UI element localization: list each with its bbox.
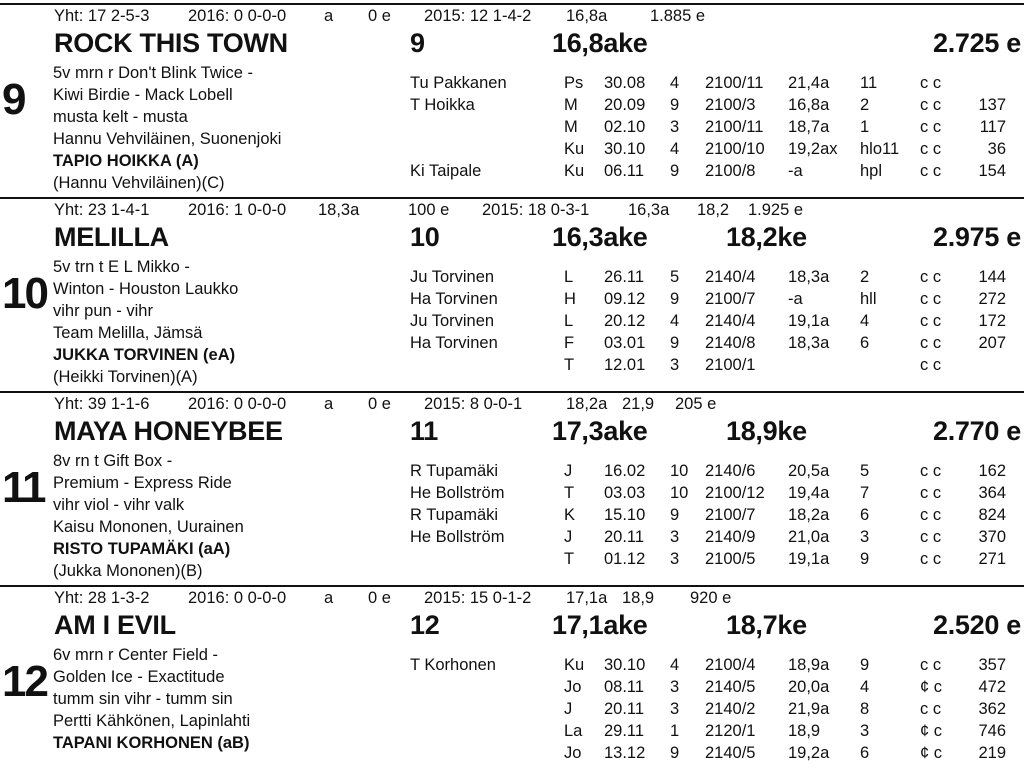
start-date: 03.03 bbox=[604, 484, 646, 502]
horse-name: ROCK THIS TOWN bbox=[54, 28, 288, 58]
year-2015-earnings: 205 e bbox=[675, 395, 717, 413]
start-driver: He Bollström bbox=[410, 528, 505, 546]
start-place: 5 bbox=[860, 462, 870, 480]
start-time: 18,9 bbox=[788, 722, 821, 740]
start-number: 5 bbox=[670, 268, 680, 286]
start-time: 18,3a bbox=[788, 268, 830, 286]
start-distance: 2140/6 bbox=[705, 462, 756, 480]
start-time: 21,0a bbox=[788, 528, 830, 546]
start-place: 6 bbox=[860, 334, 870, 352]
year-2016-best: 18,3a bbox=[318, 201, 360, 219]
horse-entry bbox=[0, 3, 1024, 197]
distance-total: 2.770 e bbox=[933, 416, 1021, 446]
horse-info-line: 8v rn t Gift Box - bbox=[53, 452, 173, 470]
start-number: 9 bbox=[670, 162, 680, 180]
start-driver: Tu Pakkanen bbox=[410, 74, 507, 92]
start-shoes: c c bbox=[920, 462, 942, 480]
start-time: 19,2ax bbox=[788, 140, 838, 158]
start-driver: Ju Torvinen bbox=[410, 268, 495, 286]
start-time: 18,3a bbox=[788, 334, 830, 352]
start-distance: 2100/7 bbox=[705, 290, 756, 308]
start-place: 6 bbox=[860, 506, 870, 524]
program-number: 9 bbox=[2, 75, 25, 124]
driver-name: TAPANI KORHONEN (aB) bbox=[53, 734, 250, 752]
start-date: 20.09 bbox=[604, 96, 646, 114]
start-odds: 117 bbox=[979, 118, 1006, 136]
start-track: Ku bbox=[564, 140, 585, 158]
year-2015-record: 2015: 15 0-1-2 bbox=[424, 589, 532, 607]
start-time: 19,4a bbox=[788, 484, 830, 502]
start-distance: 2140/5 bbox=[705, 744, 756, 762]
year-2015-best: 18,2a bbox=[566, 395, 608, 413]
career-summary: Yht: 23 1-4-1 bbox=[54, 201, 150, 219]
start-track: Jo bbox=[564, 678, 582, 696]
start-driver: Ha Torvinen bbox=[410, 334, 498, 352]
career-summary: Yht: 39 1-1-6 bbox=[54, 395, 150, 413]
start-odds: 370 bbox=[978, 528, 1006, 546]
start-driver: Ha Torvinen bbox=[410, 290, 498, 308]
start-row bbox=[0, 141, 1024, 163]
best-volt-time: 18,9ke bbox=[726, 416, 807, 446]
start-distance: 2100/5 bbox=[705, 550, 756, 568]
start-time: 16,8a bbox=[788, 96, 830, 114]
start-number: 10 bbox=[670, 462, 689, 480]
start-row bbox=[0, 485, 1024, 507]
start-date: 30.10 bbox=[604, 656, 646, 674]
start-number: 4 bbox=[670, 140, 680, 158]
driver-name: TAPIO HOIKKA (A) bbox=[53, 152, 199, 170]
start-row bbox=[0, 357, 1024, 379]
start-place: 4 bbox=[860, 312, 870, 330]
start-date: 30.10 bbox=[604, 140, 646, 158]
start-date: 08.11 bbox=[604, 678, 645, 696]
year-2015-earnings: 1.885 e bbox=[650, 7, 706, 25]
year-2015-record: 2015: 12 1-4-2 bbox=[424, 7, 532, 25]
start-distance: 2100/1 bbox=[705, 356, 756, 374]
start-shoes: c c bbox=[920, 550, 942, 568]
best-volt-time: 18,7ke bbox=[726, 610, 807, 640]
program-number: 12 bbox=[2, 657, 47, 706]
year-2015-volt: 18,2 bbox=[697, 201, 730, 219]
start-driver: T Korhonen bbox=[410, 656, 496, 674]
driver-name: JUKKA TORVINEN (eA) bbox=[53, 346, 236, 364]
start-driver: Ki Taipale bbox=[410, 162, 482, 180]
start-row bbox=[0, 551, 1024, 573]
start-date: 26.11 bbox=[604, 268, 645, 286]
start-row bbox=[0, 291, 1024, 313]
start-number: 9 bbox=[670, 744, 680, 762]
start-track: L bbox=[564, 268, 574, 286]
horse-info-line: Hannu Vehviläinen, Suonenjoki bbox=[53, 130, 282, 148]
start-distance: 2120/1 bbox=[705, 722, 756, 740]
start-time: 18,9a bbox=[788, 656, 830, 674]
start-track: F bbox=[564, 334, 575, 352]
start-row bbox=[0, 745, 1024, 767]
trainer-name: (Jukka Mononen)(B) bbox=[53, 562, 203, 580]
start-time: 21,9a bbox=[788, 700, 830, 718]
start-row bbox=[0, 657, 1024, 679]
year-2015-best: 17,1a bbox=[566, 589, 608, 607]
start-odds: 357 bbox=[978, 656, 1006, 674]
horse-name: MAYA HONEYBEE bbox=[54, 416, 283, 446]
start-row bbox=[0, 335, 1024, 357]
distance-total: 2.975 e bbox=[933, 222, 1021, 252]
start-time: 20,0a bbox=[788, 678, 830, 696]
year-2016-record: 2016: 0 0-0-0 bbox=[188, 7, 287, 25]
start-place: hlo11 bbox=[860, 140, 900, 158]
start-date: 12.01 bbox=[604, 356, 646, 374]
start-track: T bbox=[564, 484, 575, 502]
start-place: 3 bbox=[860, 722, 870, 740]
horse-info-line: Golden Ice - Exactitude bbox=[53, 668, 225, 686]
start-row bbox=[0, 723, 1024, 745]
start-row bbox=[0, 679, 1024, 701]
start-place: hpl bbox=[860, 162, 883, 180]
year-2015-record: 2015: 18 0-3-1 bbox=[482, 201, 590, 219]
start-number: 9 bbox=[670, 506, 680, 524]
trainer-name: (Heikki Torvinen)(A) bbox=[53, 368, 198, 386]
start-distance: 2100/8 bbox=[705, 162, 756, 180]
start-number: 3 bbox=[670, 550, 680, 568]
start-distance: 2100/12 bbox=[705, 484, 765, 502]
year-2016-record: 2016: 0 0-0-0 bbox=[188, 589, 287, 607]
year-2015-earnings: 920 e bbox=[690, 589, 732, 607]
start-place: 11 bbox=[860, 74, 878, 92]
start-date: 29.11 bbox=[604, 722, 645, 740]
start-odds: 162 bbox=[978, 462, 1006, 480]
track-number: 9 bbox=[410, 28, 425, 58]
trainer-name: (Hannu Vehviläinen)(C) bbox=[53, 174, 225, 192]
start-driver: Ju Torvinen bbox=[410, 312, 495, 330]
start-shoes: c c bbox=[920, 96, 942, 114]
start-odds: 219 bbox=[978, 744, 1006, 762]
start-track: T bbox=[564, 550, 575, 568]
start-shoes: c c bbox=[920, 656, 942, 674]
start-shoes: c c bbox=[920, 74, 942, 92]
start-shoes: c c bbox=[920, 506, 942, 524]
start-distance: 2100/11 bbox=[705, 118, 764, 136]
start-date: 30.08 bbox=[604, 74, 646, 92]
best-auto-time: 17,3ake bbox=[552, 416, 648, 446]
start-shoes: c c bbox=[920, 162, 942, 180]
year-2016-best: a bbox=[324, 7, 334, 25]
start-time: 19,1a bbox=[788, 312, 830, 330]
start-row bbox=[0, 701, 1024, 723]
program-number: 11 bbox=[2, 463, 45, 512]
start-number: 4 bbox=[670, 74, 680, 92]
start-odds: 272 bbox=[978, 290, 1006, 308]
start-odds: 746 bbox=[978, 722, 1006, 740]
start-odds: 824 bbox=[978, 506, 1006, 524]
start-number: 10 bbox=[670, 484, 689, 502]
horse-name: MELILLA bbox=[54, 222, 169, 252]
horse-entry bbox=[0, 391, 1024, 585]
start-row bbox=[0, 269, 1024, 291]
start-track: La bbox=[564, 722, 583, 740]
start-date: 20.11 bbox=[604, 700, 645, 718]
start-place: 7 bbox=[860, 484, 870, 502]
year-2015-earnings: 1.925 e bbox=[748, 201, 804, 219]
start-place: 6 bbox=[860, 744, 870, 762]
start-shoes: c c bbox=[920, 484, 942, 502]
start-distance: 2100/11 bbox=[705, 74, 764, 92]
start-place: 3 bbox=[860, 528, 870, 546]
best-auto-time: 16,3ake bbox=[552, 222, 648, 252]
year-2016-best: a bbox=[324, 395, 334, 413]
start-shoes: c c bbox=[920, 356, 942, 374]
start-date: 02.10 bbox=[604, 118, 646, 136]
horse-info-line: Kaisu Mononen, Uurainen bbox=[53, 518, 244, 536]
start-row bbox=[0, 75, 1024, 97]
start-odds: 154 bbox=[978, 162, 1006, 180]
start-time: 19,1a bbox=[788, 550, 830, 568]
start-date: 20.11 bbox=[604, 528, 645, 546]
start-row bbox=[0, 97, 1024, 119]
start-place: 9 bbox=[860, 656, 870, 674]
start-shoes: c c bbox=[920, 334, 942, 352]
start-date: 20.12 bbox=[604, 312, 646, 330]
program-number: 10 bbox=[2, 269, 47, 318]
start-time: 18,7a bbox=[788, 118, 830, 136]
horse-entry bbox=[0, 585, 1024, 779]
track-number: 12 bbox=[410, 610, 440, 640]
year-2016-best: a bbox=[324, 589, 334, 607]
start-time: 21,4a bbox=[788, 74, 830, 92]
start-distance: 2140/4 bbox=[705, 268, 756, 286]
distance-total: 2.520 e bbox=[933, 610, 1021, 640]
career-summary: Yht: 17 2-5-3 bbox=[54, 7, 150, 25]
horse-name: AM I EVIL bbox=[54, 610, 176, 640]
start-odds: 472 bbox=[978, 678, 1006, 696]
start-track: Ps bbox=[564, 74, 584, 92]
start-distance: 2140/8 bbox=[705, 334, 756, 352]
start-track: L bbox=[564, 312, 574, 330]
start-row bbox=[0, 163, 1024, 185]
start-place: 9 bbox=[860, 550, 870, 568]
horse-info-line: vihr viol - vihr valk bbox=[53, 496, 185, 514]
horse-info-line: Winton - Houston Laukko bbox=[53, 280, 239, 298]
year-2015-volt: 18,9 bbox=[622, 589, 655, 607]
start-place: hll bbox=[860, 290, 877, 308]
start-shoes: c c bbox=[920, 290, 942, 308]
horse-info-line: vihr pun - vihr bbox=[53, 302, 153, 320]
start-track: M bbox=[564, 96, 578, 114]
start-distance: 2140/9 bbox=[705, 528, 756, 546]
best-volt-time: 18,2ke bbox=[726, 222, 807, 252]
horse-entry bbox=[0, 197, 1024, 391]
start-odds: 137 bbox=[978, 96, 1006, 114]
start-shoes: c c bbox=[920, 528, 942, 546]
year-2016-record: 2016: 0 0-0-0 bbox=[188, 395, 287, 413]
start-date: 06.11 bbox=[604, 162, 645, 180]
year-2015-best: 16,3a bbox=[628, 201, 670, 219]
start-date: 15.10 bbox=[604, 506, 646, 524]
start-odds: 364 bbox=[978, 484, 1006, 502]
start-number: 1 bbox=[670, 722, 680, 740]
start-track: Jo bbox=[564, 744, 582, 762]
start-row bbox=[0, 529, 1024, 551]
year-2016-earnings: 0 e bbox=[368, 395, 391, 413]
horse-info-line: Team Melilla, Jämsä bbox=[53, 324, 203, 342]
start-track: J bbox=[564, 462, 573, 480]
year-2016-earnings: 0 e bbox=[368, 589, 391, 607]
start-place: 1 bbox=[860, 118, 870, 136]
start-number: 3 bbox=[670, 678, 680, 696]
start-shoes: ¢ c bbox=[920, 678, 943, 696]
horse-info-line: 6v mrn r Center Field - bbox=[53, 646, 219, 664]
start-time: 18,2a bbox=[788, 506, 830, 524]
best-auto-time: 17,1ake bbox=[552, 610, 648, 640]
start-shoes: c c bbox=[920, 312, 942, 330]
start-date: 03.01 bbox=[604, 334, 646, 352]
start-shoes: c c bbox=[920, 700, 942, 718]
horse-info-line: tumm sin vihr - tumm sin bbox=[53, 690, 233, 708]
start-track: H bbox=[564, 290, 576, 308]
horse-info-line: 5v trn t E L Mikko - bbox=[53, 258, 190, 276]
start-distance: 2100/7 bbox=[705, 506, 756, 524]
start-number: 4 bbox=[670, 656, 680, 674]
start-number: 3 bbox=[670, 118, 680, 136]
start-place: 2 bbox=[860, 268, 870, 286]
year-2015-volt: 21,9 bbox=[622, 395, 655, 413]
start-number: 9 bbox=[670, 334, 680, 352]
year-2016-earnings: 100 e bbox=[408, 201, 450, 219]
start-row bbox=[0, 507, 1024, 529]
start-time: 20,5a bbox=[788, 462, 830, 480]
start-time: 19,2a bbox=[788, 744, 830, 762]
start-track: K bbox=[564, 506, 576, 524]
horse-info-line: Premium - Express Ride bbox=[53, 474, 232, 492]
start-number: 9 bbox=[670, 290, 680, 308]
horse-info-line: 5v mrn r Don't Blink Twice - bbox=[53, 64, 253, 82]
year-2015-best: 16,8a bbox=[566, 7, 608, 25]
start-track: J bbox=[564, 700, 573, 718]
start-number: 9 bbox=[670, 96, 680, 114]
start-odds: 172 bbox=[978, 312, 1006, 330]
start-shoes: c c bbox=[920, 140, 942, 158]
start-odds: 36 bbox=[987, 140, 1006, 158]
year-2016-earnings: 0 e bbox=[368, 7, 391, 25]
year-2015-record: 2015: 8 0-0-1 bbox=[424, 395, 523, 413]
start-number: 3 bbox=[670, 700, 680, 718]
start-distance: 2140/4 bbox=[705, 312, 756, 330]
start-driver: He Bollström bbox=[410, 484, 505, 502]
start-distance: 2140/5 bbox=[705, 678, 756, 696]
start-row bbox=[0, 119, 1024, 141]
start-driver: R Tupamäki bbox=[410, 506, 499, 524]
start-row bbox=[0, 463, 1024, 485]
horse-info-line: Kiwi Birdie - Mack Lobell bbox=[53, 86, 233, 104]
start-shoes: ¢ c bbox=[920, 744, 943, 762]
start-odds: 271 bbox=[978, 550, 1006, 568]
start-driver: R Tupamäki bbox=[410, 462, 499, 480]
start-shoes: c c bbox=[920, 118, 942, 136]
horse-info-line: Pertti Kähkönen, Lapinlahti bbox=[53, 712, 251, 730]
track-number: 10 bbox=[410, 222, 440, 252]
start-driver: T Hoikka bbox=[410, 96, 475, 114]
start-date: 16.02 bbox=[604, 462, 646, 480]
start-shoes: c c bbox=[920, 268, 942, 286]
driver-name: RISTO TUPAMÄKI (aA) bbox=[53, 540, 231, 558]
start-odds: 207 bbox=[978, 334, 1006, 352]
start-row bbox=[0, 313, 1024, 335]
start-odds: 362 bbox=[978, 700, 1006, 718]
start-shoes: ¢ c bbox=[920, 722, 943, 740]
start-place: 2 bbox=[860, 96, 870, 114]
start-distance: 2140/2 bbox=[705, 700, 756, 718]
start-distance: 2100/4 bbox=[705, 656, 756, 674]
start-track: Ku bbox=[564, 162, 585, 180]
career-summary: Yht: 28 1-3-2 bbox=[54, 589, 150, 607]
start-track: Ku bbox=[564, 656, 585, 674]
best-auto-time: 16,8ake bbox=[552, 28, 648, 58]
start-odds: 144 bbox=[978, 268, 1006, 286]
start-track: J bbox=[564, 528, 573, 546]
start-time: -a bbox=[788, 162, 803, 180]
start-date: 01.12 bbox=[604, 550, 646, 568]
start-distance: 2100/3 bbox=[705, 96, 756, 114]
start-track: T bbox=[564, 356, 575, 374]
start-date: 13.12 bbox=[604, 744, 646, 762]
start-time: -a bbox=[788, 290, 803, 308]
distance-total: 2.725 e bbox=[933, 28, 1021, 58]
horse-info-line: musta kelt - musta bbox=[53, 108, 188, 126]
track-number: 11 bbox=[410, 416, 438, 446]
start-number: 3 bbox=[670, 528, 680, 546]
start-date: 09.12 bbox=[604, 290, 646, 308]
start-distance: 2100/10 bbox=[705, 140, 765, 158]
start-number: 4 bbox=[670, 312, 680, 330]
start-place: 4 bbox=[860, 678, 870, 696]
start-place: 8 bbox=[860, 700, 870, 718]
year-2016-record: 2016: 1 0-0-0 bbox=[188, 201, 287, 219]
start-number: 3 bbox=[670, 356, 680, 374]
start-track: M bbox=[564, 118, 578, 136]
